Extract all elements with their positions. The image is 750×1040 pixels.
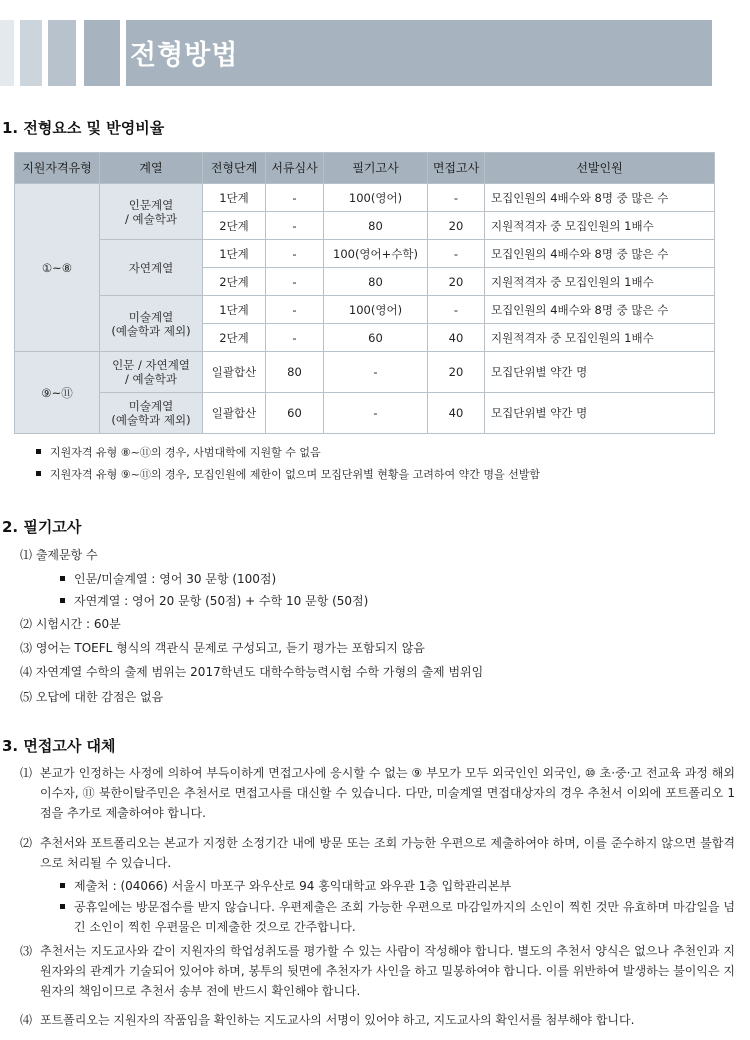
table-cell: 80 — [266, 352, 324, 393]
paragraph — [20, 763, 735, 823]
track-cell: 인문 / 자연계열 / 예술학과 — [100, 352, 203, 393]
list-item: ⑴ 출제문항 수 — [20, 548, 98, 562]
paragraph — [20, 1010, 735, 1030]
paragraph-number: ⑵ — [20, 836, 33, 850]
column-header: 면접고사 — [428, 153, 485, 184]
table-cell: 20 — [428, 352, 485, 393]
table-row — [15, 240, 715, 268]
table-cell: 100(영어+수학) — [324, 240, 428, 268]
table-cell: 100(영어) — [324, 184, 428, 212]
table-cell: - — [428, 184, 485, 212]
banner-stripe — [84, 20, 120, 86]
column-header: 필기고사 — [324, 153, 428, 184]
paragraph-text: 추천서는 지도교사와 같이 지원자의 학업성취도를 평가할 수 있는 사람이 작성해야 합니다. 별도의 추천서 양식은 없으나 추천인과 지원자와의 관계가 기술되어 있어야 하며, 봉투의 뒷면에 추천자가 사인을 하고 밀봉하여야 합니다. 이를 위반하여 발생하는 불이익은 지원자의 책임이므로 추천서 송부 전에 반드시 확인해야 합니다. — [40, 944, 735, 998]
table-row — [15, 296, 715, 324]
table-header-row — [15, 153, 715, 184]
table-cell: 모집단위별 약간 명 — [485, 393, 715, 434]
paragraph — [20, 941, 735, 1001]
list-item: ⑶ 영어는 TOEFL 형식의 객관식 문제로 구성되고, 듣기 평가는 포함되지 않음 — [20, 641, 425, 655]
paragraph-text: 포트폴리오는 지원자의 작품임을 확인하는 지도교사의 서명이 있어야 하고, 지도교사의 확인서를 첨부해야 합니다. — [40, 1013, 635, 1027]
sub-list-item: 제출처 : (04066) 서울시 마포구 와우산로 94 홍익대학교 와우관 1층 입학관리본부 — [60, 876, 735, 896]
list-item: ⑸ 오답에 대한 감점은 없음 — [20, 690, 164, 704]
column-header: 선발인원 — [485, 153, 715, 184]
banner-stripe — [0, 20, 14, 86]
paragraph-text: 본교가 인정하는 사정에 의하여 부득이하게 면접고사에 응시할 수 없는 ⑨ 부모가 모두 외국인인 외국인, ⑩ 초·중·고 전교육 과정 해외이수자, ⑪ 북한이탈주민은 추천서로 면접고사를 대신할 수 있습니다. 다만, 미술계열 면접대상자의 경우 추천서 이외에 포트폴리오 1점을 추가로 제출하여야 합니다. — [40, 766, 735, 820]
table-row — [15, 393, 715, 434]
table-cell: 지원적격자 중 모집인원의 1배수 — [485, 212, 715, 240]
table-cell: 모집인원의 4배수와 8명 중 많은 수 — [485, 184, 715, 212]
table-cell: - — [266, 324, 324, 352]
sub-list-item: 공휴일에는 방문접수를 받지 않습니다. 우편제출은 조회 가능한 우편으로 마감일까지의 소인이 찍힌 것만 유효하며 마감일을 넘긴 소인이 찍힌 우편물은 미제출한 것으로 간주합니다. — [60, 897, 735, 937]
table-cell: 2단계 — [203, 268, 266, 296]
table-cell: - — [428, 296, 485, 324]
table-cell: 40 — [428, 393, 485, 434]
note-item: 지원자격 유형 ⑨~⑪의 경우, 모집인원에 제한이 없으며 모집단위별 현황을 고려하여 약간 명을 선발함 — [36, 464, 540, 486]
section2-heading: 2. 필기고사 — [2, 518, 82, 536]
paragraph-number: ⑷ — [20, 1013, 33, 1027]
paragraph-number: ⑴ — [20, 766, 33, 780]
bullet-icon — [36, 471, 41, 476]
list-item: ⑵ 시험시간 : 60분 — [20, 617, 121, 631]
table-cell: - — [266, 296, 324, 324]
list-item: ⑷ 자연계열 수학의 출제 범위는 2017학년도 대학수학능력시험 수학 가형의 출제 범위임 — [20, 665, 484, 679]
table-row — [15, 184, 715, 212]
table-cell: 20 — [428, 212, 485, 240]
section3-heading: 3. 면접고사 대체 — [2, 737, 116, 755]
table-cell: 모집인원의 4배수와 8명 중 많은 수 — [485, 296, 715, 324]
section1-heading: 1. 전형요소 및 반영비율 — [2, 119, 165, 137]
table-cell: 지원적격자 중 모집인원의 1배수 — [485, 324, 715, 352]
table-cell: 100(영어) — [324, 296, 428, 324]
table-cell: 80 — [324, 212, 428, 240]
bullet-icon — [60, 576, 65, 581]
table-cell: 2단계 — [203, 324, 266, 352]
table-cell: 60 — [324, 324, 428, 352]
track-cell: 인문계열 / 예술학과 — [100, 184, 203, 240]
paragraph-number: ⑶ — [20, 944, 33, 958]
table-cell: 1단계 — [203, 184, 266, 212]
bullet-icon — [36, 449, 41, 454]
paragraph — [20, 833, 735, 873]
table-cell: 1단계 — [203, 296, 266, 324]
qualification-type-cell: ①~⑧ — [15, 184, 100, 352]
note-item: 지원자격 유형 ⑧~⑪의 경우, 사범대학에 지원할 수 없음 — [36, 442, 540, 464]
table-row — [15, 352, 715, 393]
table-cell: 2단계 — [203, 212, 266, 240]
column-header: 서류심사 — [266, 153, 324, 184]
table-cell: - — [266, 268, 324, 296]
table-cell: 40 — [428, 324, 485, 352]
table-cell: 80 — [324, 268, 428, 296]
banner-stripe — [20, 20, 42, 86]
table-cell: 모집인원의 4배수와 8명 중 많은 수 — [485, 240, 715, 268]
table-cell: 1단계 — [203, 240, 266, 268]
table-cell: - — [266, 184, 324, 212]
column-header: 전형단계 — [203, 153, 266, 184]
qualification-type-cell: ⑨~⑪ — [15, 352, 100, 434]
sub-list-item: 인문/미술계열 : 영어 30 문항 (100점) — [60, 570, 276, 587]
table-cell: - — [266, 240, 324, 268]
selection-table — [14, 152, 715, 434]
table-cell: 일괄합산 — [203, 393, 266, 434]
table-notes — [36, 442, 540, 486]
table-cell: - — [428, 240, 485, 268]
table-cell: 지원적격자 중 모집인원의 1배수 — [485, 268, 715, 296]
header-banner — [0, 20, 712, 86]
bullet-icon — [60, 598, 65, 603]
bullet-icon — [60, 904, 65, 909]
track-cell: 자연계열 — [100, 240, 203, 296]
bullet-icon — [60, 883, 65, 888]
page-title: 전형방법 — [130, 40, 239, 71]
table-cell: 60 — [266, 393, 324, 434]
column-header: 지원자격유형 — [15, 153, 100, 184]
column-header: 계열 — [100, 153, 203, 184]
track-cell: 미술계열 (예술학과 제외) — [100, 393, 203, 434]
table-cell: 모집단위별 약간 명 — [485, 352, 715, 393]
sub-list-item: 자연계열 : 영어 20 문항 (50점) + 수학 10 문항 (50점) — [60, 592, 368, 609]
banner-stripe — [48, 20, 76, 86]
table-cell: - — [324, 393, 428, 434]
paragraph-text: 추천서와 포트폴리오는 본교가 지정한 소정기간 내에 방문 또는 조회 가능한 우편으로 제출하여야 하며, 이를 준수하지 않으면 불합격으로 처리될 수 있습니다. — [40, 836, 735, 870]
table-cell: 일괄합산 — [203, 352, 266, 393]
track-cell: 미술계열 (예술학과 제외) — [100, 296, 203, 352]
table-cell: 20 — [428, 268, 485, 296]
table-cell: - — [266, 212, 324, 240]
table-cell: - — [324, 352, 428, 393]
